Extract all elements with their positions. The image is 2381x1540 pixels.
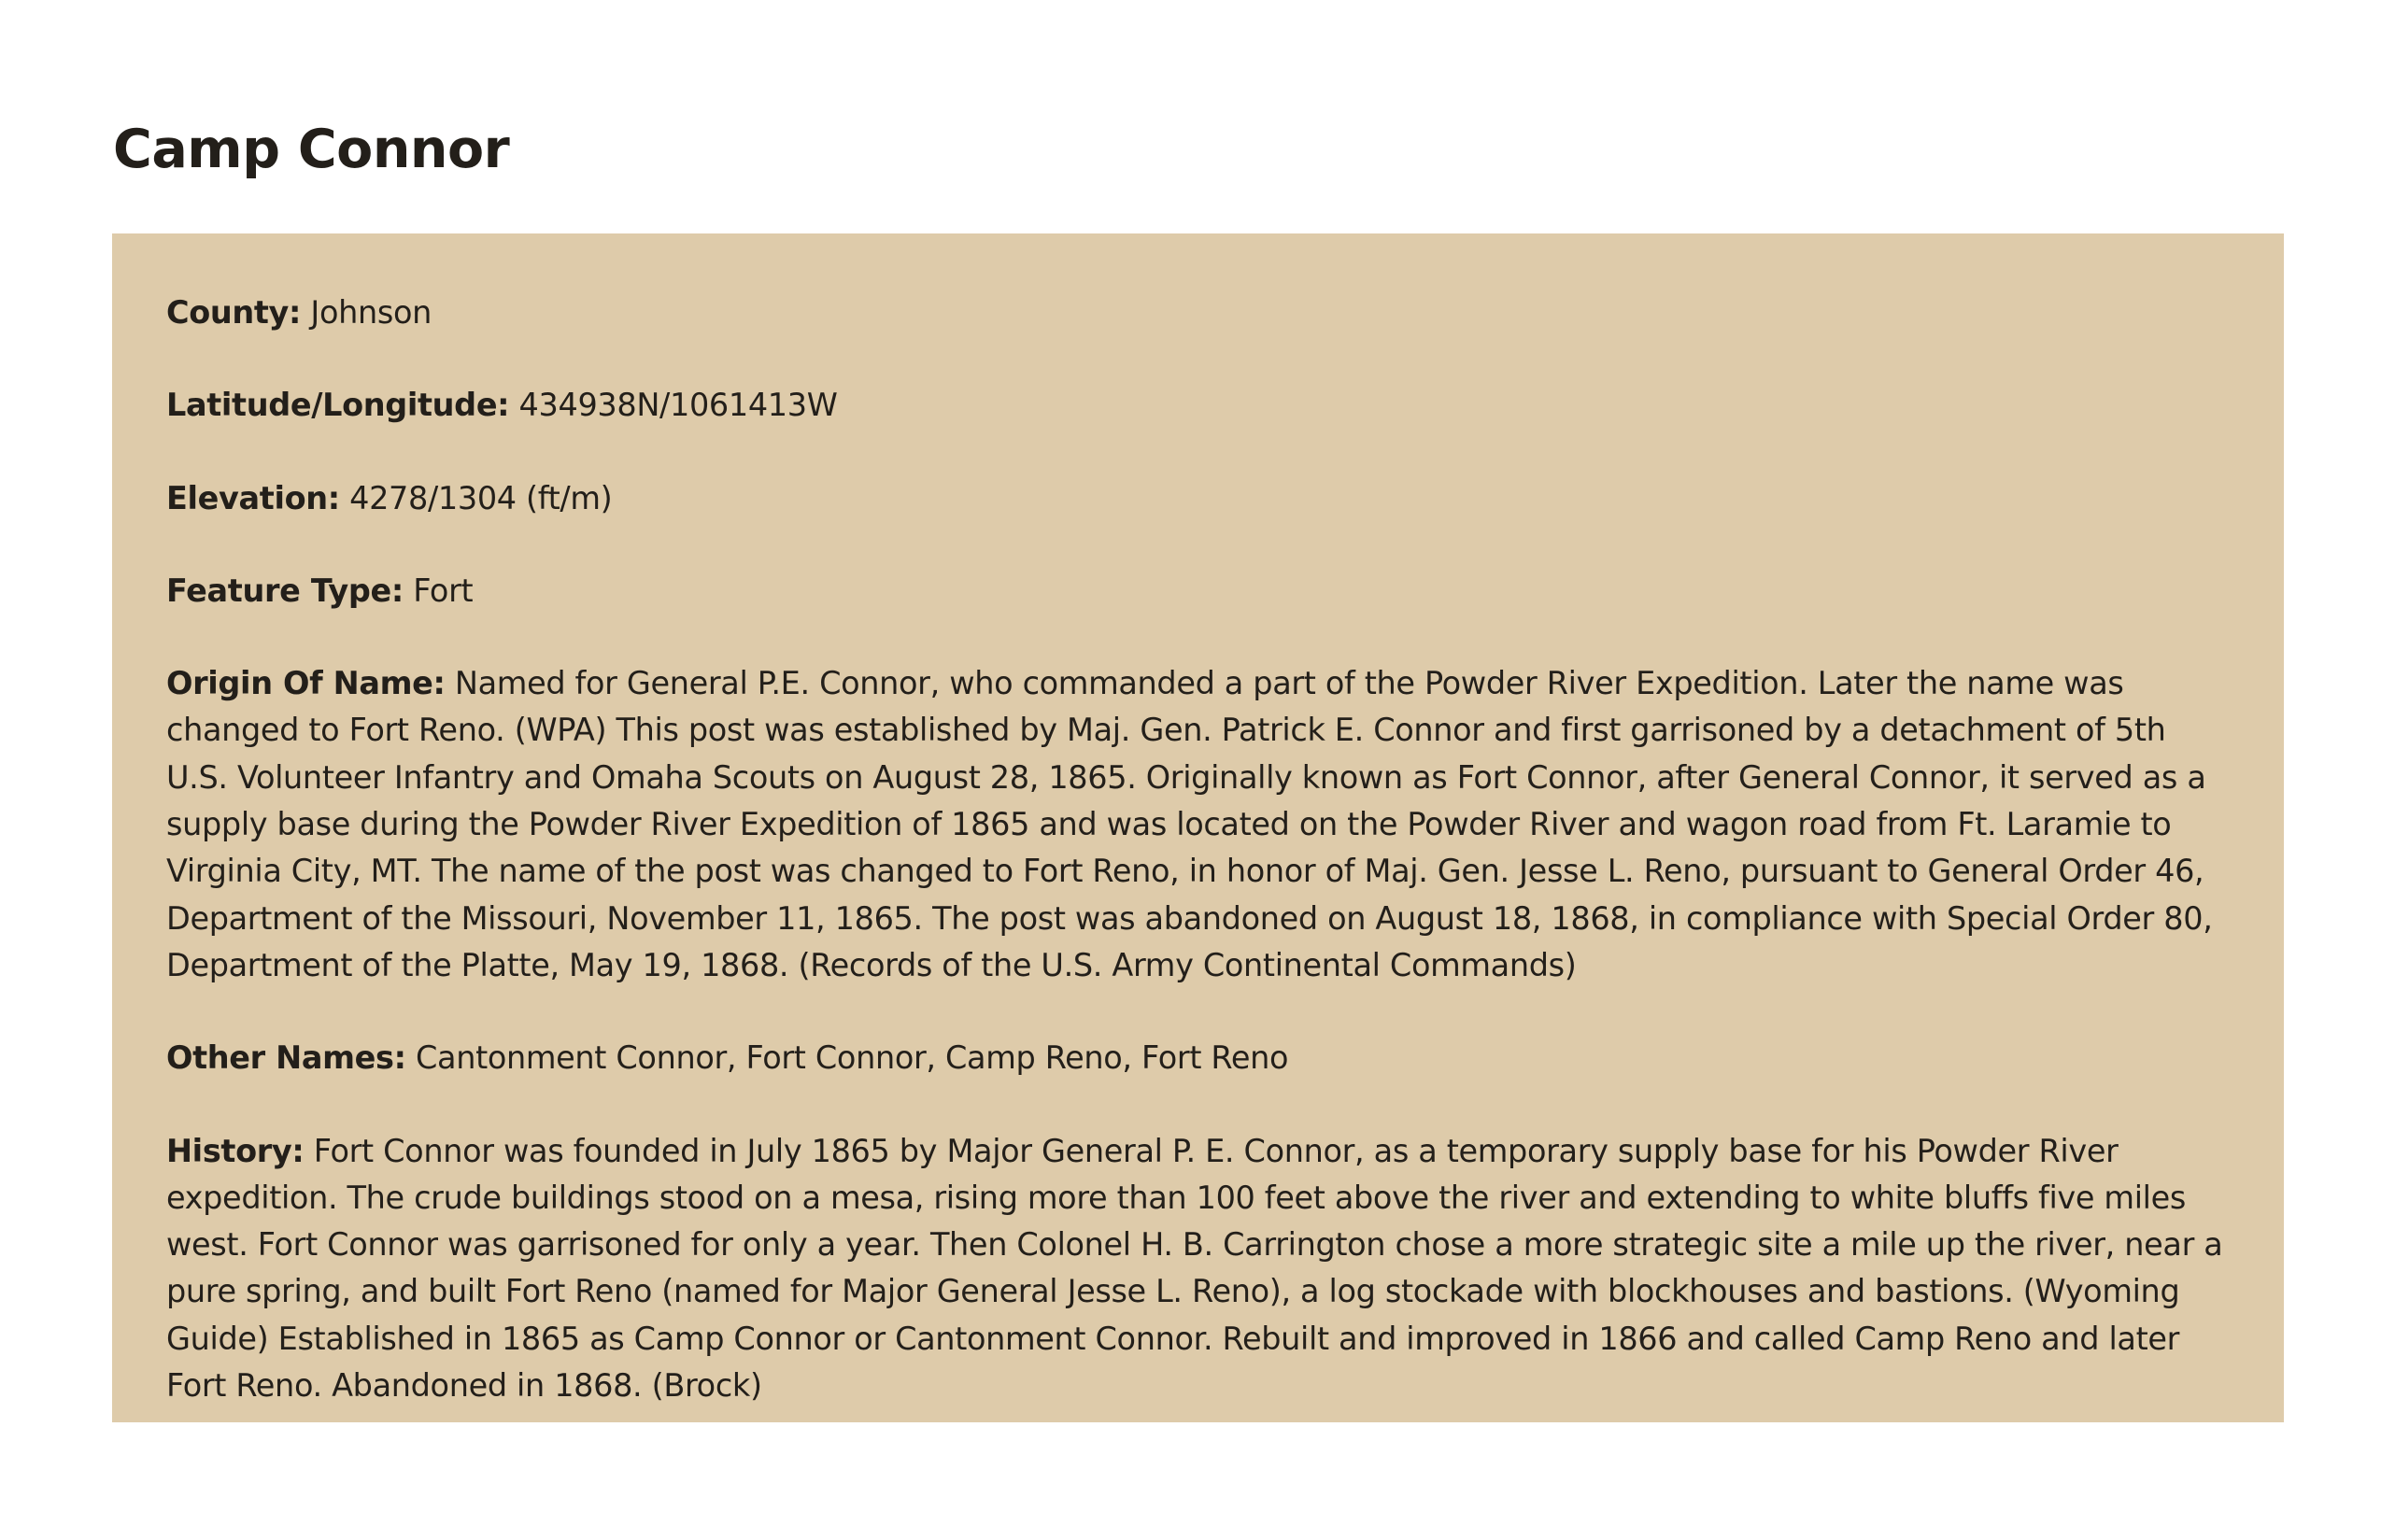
origin-of-name-label: Origin Of Name:: [166, 665, 446, 702]
elevation-label: Elevation:: [166, 479, 340, 516]
lat-long-value: 434938N/1061413W: [518, 387, 838, 424]
other-names-value: Cantonment Connor, Fort Connor, Camp Reno, Fort Reno: [415, 1039, 1289, 1077]
lat-long-label: Latitude/Longitude:: [166, 387, 510, 424]
feature-type-value: Fort: [413, 572, 474, 609]
origin-of-name-value: Named for General P.E. Connor, who commanded a part of the Powder River Expedition. Later the name was changed to Fort Reno. (WPA) This post was established by Maj. Gen. Patrick E. Connor and first garrisoned by a detachment of 5th U.S. Volunteer Infantry and Omaha Scouts on August 28, 1865. Originally known as Fort Connor, after General Connor, it served as a supply base during the Powder River Expedition of 1865 and was located on the Powder River and wagon road from Ft. Laramie to Virginia City, MT. The name of the post was changed to Fort Reno, in honor of Maj. Gen. Jesse L. Reno, pursuant to General Order 46, Department of the Missouri, November 11, 1865. The post was abandoned on August 18, 1868, in compliance with Special Order 80, Department of the Platte, May 19, 1868. (Records of the U.S. Army Continental Commands): [166, 665, 2213, 983]
county-field: [166, 290, 2230, 336]
feature-type-field: [166, 568, 2230, 615]
elevation-field: [166, 475, 2230, 522]
other-names-field: [166, 1035, 2230, 1081]
info-panel: [112, 233, 2284, 1422]
feature-type-label: Feature Type:: [166, 572, 404, 609]
origin-of-name-field: [166, 660, 2230, 989]
page-title: Camp Connor: [113, 119, 510, 180]
county-value: Johnson: [310, 294, 432, 331]
lat-long-field: [166, 382, 2230, 429]
county-label: County:: [166, 294, 302, 331]
history-label: History:: [166, 1132, 305, 1169]
history-field: [166, 1128, 2230, 1410]
elevation-value: 4278/1304 (ft/m): [349, 479, 613, 516]
history-value: Fort Connor was founded in July 1865 by Major General P. E. Connor, as a temporary supply base for his Powder River expedition. The crude buildings stood on a mesa, rising more than 100 feet above the river and extending to white bluffs five miles west. Fort Connor was garrisoned for only a year. Then Colonel H. B. Carrington chose a more strategic site a mile up the river, near a pure spring, and built Fort Reno (named for Major General Jesse L. Reno), a log stockade with blockhouses and bastions. (Wyoming Guide) Established in 1865 as Camp Connor or Cantonment Connor. Rebuilt and improved in 1866 and called Camp Reno and later Fort Reno. Abandoned in 1868. (Brock): [166, 1132, 2223, 1405]
other-names-label: Other Names:: [166, 1039, 406, 1077]
